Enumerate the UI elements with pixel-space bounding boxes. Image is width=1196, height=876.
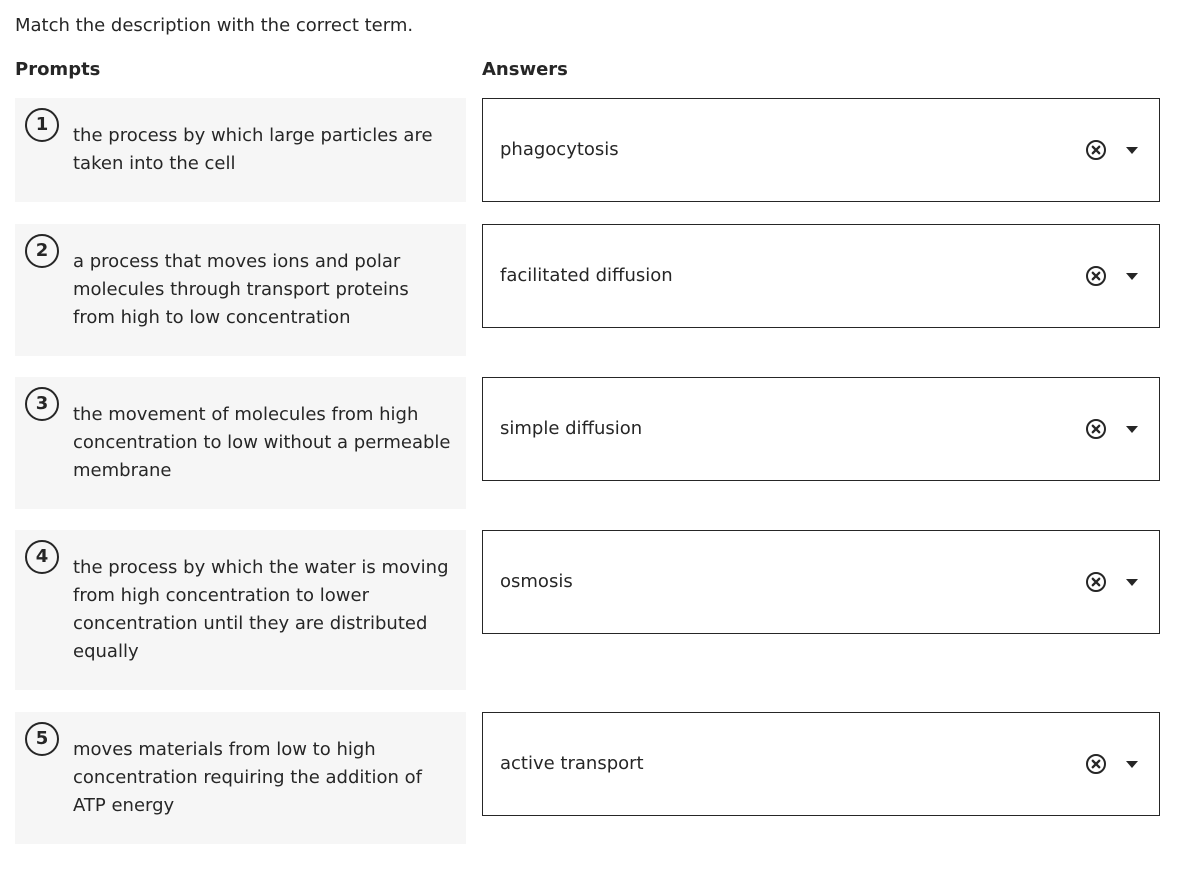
prompt-number-badge: 4 — [25, 540, 59, 574]
answer-select-4[interactable] — [482, 530, 1160, 634]
answer-selected-value: simple diffusion — [500, 418, 643, 439]
clear-icon[interactable] — [1085, 139, 1107, 161]
prompt-text: the process by which the water is moving from high concentration to lower concentration until they are distributed equally — [73, 557, 449, 662]
prompt-text: moves materials from low to high concentration requiring the addition of ATP energy — [73, 739, 422, 816]
instruction-text: Match the description with the correct term. — [15, 15, 414, 36]
chevron-down-icon[interactable] — [1125, 757, 1139, 771]
answer-selected-value: active transport — [500, 753, 644, 774]
prompt-card-2 — [15, 224, 466, 356]
clear-icon[interactable] — [1085, 418, 1107, 440]
answer-select-3[interactable] — [482, 377, 1160, 481]
chevron-down-icon[interactable] — [1125, 143, 1139, 157]
prompt-number-badge: 3 — [25, 387, 59, 421]
prompt-text: a process that moves ions and polar molecules through transport proteins from high to low concentration — [73, 251, 409, 328]
answer-selected-value: facilitated diffusion — [500, 265, 673, 286]
answer-selected-value: phagocytosis — [500, 139, 619, 160]
prompt-card-1 — [15, 98, 466, 202]
prompt-text: the movement of molecules from high concentration to low without a permeable membrane — [73, 404, 451, 481]
answer-selected-value: osmosis — [500, 571, 573, 592]
prompt-card-4 — [15, 530, 466, 690]
answer-select-5[interactable] — [482, 712, 1160, 816]
prompt-number-badge: 5 — [25, 722, 59, 756]
clear-icon[interactable] — [1085, 571, 1107, 593]
prompt-number-badge: 1 — [25, 108, 59, 142]
prompt-number-badge: 2 — [25, 234, 59, 268]
clear-icon[interactable] — [1085, 265, 1107, 287]
chevron-down-icon[interactable] — [1125, 422, 1139, 436]
prompts-header: Prompts — [15, 59, 101, 80]
answer-select-1[interactable] — [482, 98, 1160, 202]
answer-select-2[interactable] — [482, 224, 1160, 328]
prompt-card-3 — [15, 377, 466, 509]
chevron-down-icon[interactable] — [1125, 269, 1139, 283]
prompt-card-5 — [15, 712, 466, 844]
clear-icon[interactable] — [1085, 753, 1107, 775]
answers-header: Answers — [482, 59, 568, 80]
prompt-text: the process by which large particles are taken into the cell — [73, 125, 433, 174]
chevron-down-icon[interactable] — [1125, 575, 1139, 589]
